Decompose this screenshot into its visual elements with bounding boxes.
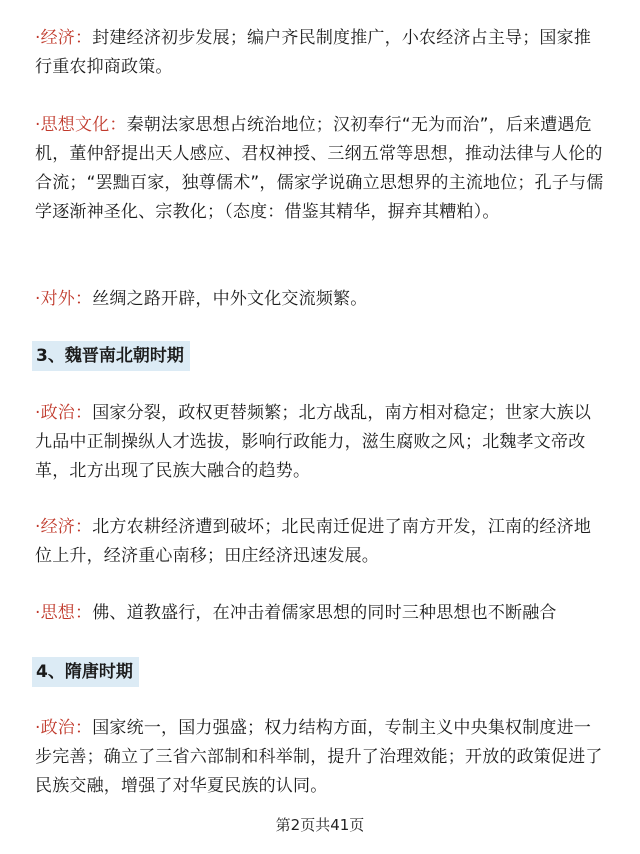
economy-label: ·经济： [35, 28, 93, 48]
thought-culture-label: ·思想文化： [35, 115, 127, 135]
politics-text-3: 国家分裂，政权更替频繁；北方战乱，南方相对稳定；世家大族以九品中正制操纵人才选拔，影响行政能力，滋生腐败之风；北魏孝文帝改革，北方出现了民族大融合的趋势。 [35, 403, 592, 481]
section-heading-4: 4、隋唐时期 [32, 657, 139, 687]
thought-label-3: ·思想： [35, 603, 93, 623]
politics-label-4: ·政治： [35, 718, 93, 738]
thought-culture-text: 秦朝法家思想占统治地位；汉初奉行“无为而治”，后来遭遇危机，董仲舒提出天人感应、君权神授、三纲五常等思想，推动法律与人伦的合流；“罢黜百家，独尊儒术”，儒家学说确立思想界的主流地位；孔子与儒学逐渐神圣化、宗教化；（态度：借鉴其精华，摒弃其糟粕）。 [35, 115, 604, 222]
economy-text: 封建经济初步发展；编户齐民制度推广，小农经济占主导；国家推行重农抑商政策。 [35, 28, 592, 77]
foreign-text: 丝绸之路开辟，中外文化交流频繁。 [92, 289, 368, 309]
politics-label-3: ·政治： [35, 403, 93, 423]
politics-paragraph-3 [35, 399, 605, 486]
thought-paragraph-3 [35, 599, 605, 628]
economy-paragraph [35, 24, 605, 82]
foreign-label: ·对外： [35, 289, 93, 309]
thought-culture-paragraph [35, 111, 605, 227]
economy-paragraph-3 [35, 513, 605, 571]
section-heading-3: 3、魏晋南北朝时期 [32, 341, 190, 371]
politics-paragraph-4 [35, 714, 605, 801]
economy-label-3: ·经济： [35, 517, 93, 537]
economy-text-3: 北方农耕经济遭到破坏；北民南迁促进了南方开发，江南的经济地位上升，经济重心南移；田庄经济迅速发展。 [35, 517, 592, 566]
page-number-footer: 第2页共41页 [275, 816, 365, 834]
foreign-paragraph [35, 285, 605, 314]
politics-text-4: 国家统一，国力强盛；权力结构方面，专制主义中央集权制度进一步完善；确立了三省六部制和科举制，提升了治理效能；开放的政策促进了民族交融，增强了对华夏民族的认同。 [35, 718, 603, 796]
thought-text-3: 佛、道教盛行，在冲击着儒家思想的同时三种思想也不断融合 [92, 603, 557, 623]
